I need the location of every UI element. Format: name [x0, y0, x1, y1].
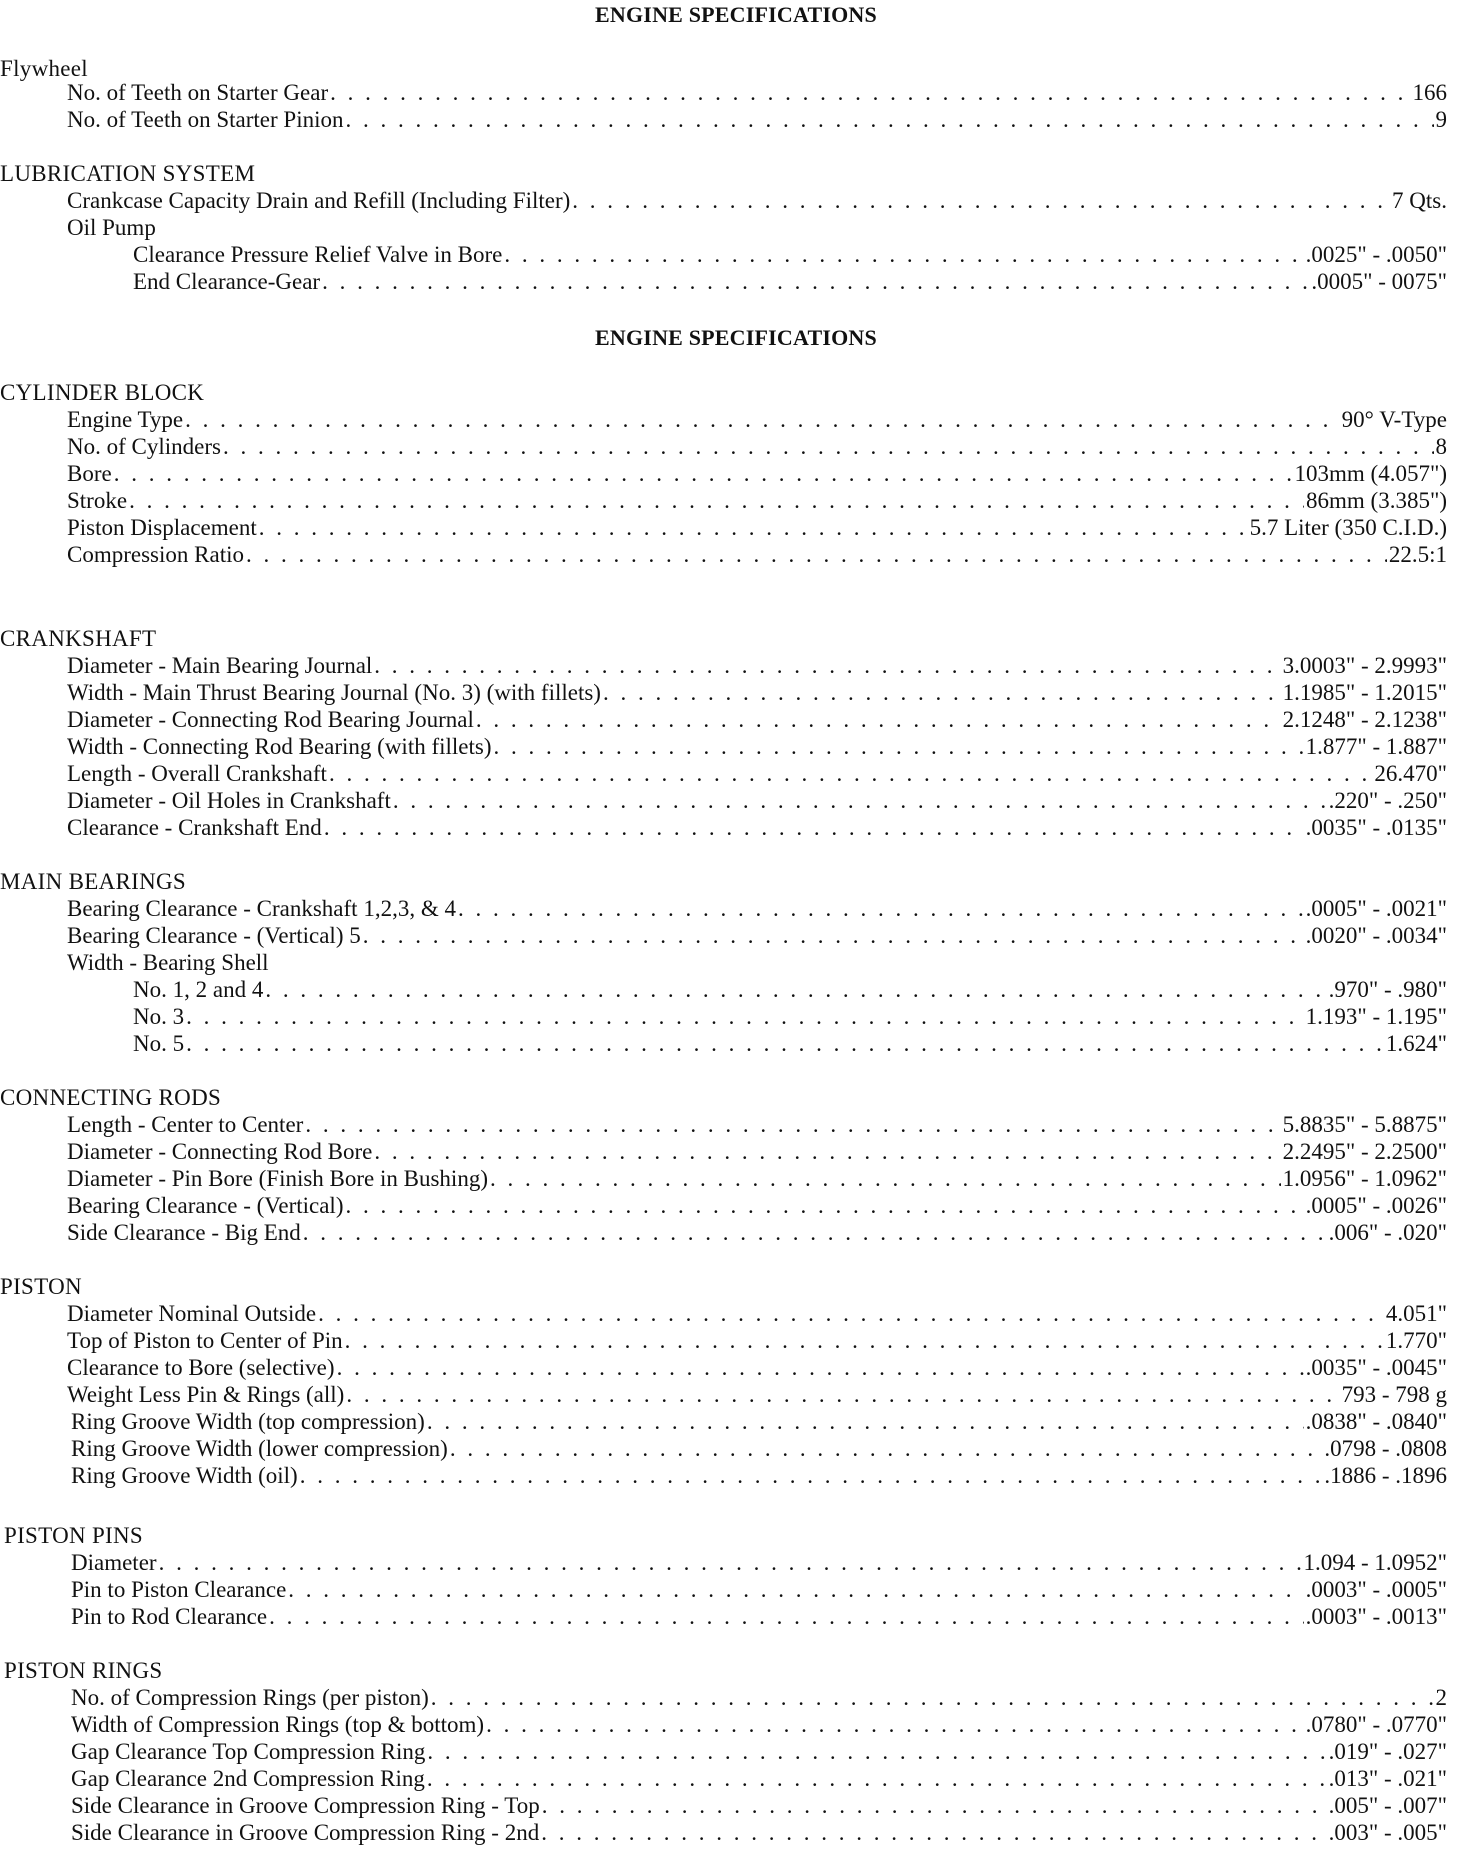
spec-row — [71, 1793, 1447, 1820]
spec-label: Bearing Clearance - (Vertical) 5 — [67, 923, 361, 948]
spec-row — [71, 1604, 1447, 1631]
page-title: ENGINE SPECIFICATIONS — [595, 2, 877, 27]
spec-label: Length - Overall Crankshaft — [67, 761, 327, 786]
spec-value: 1.094 - 1.0952" — [1303, 1550, 1447, 1575]
spec-value: .0005" - .0026" — [1305, 1193, 1447, 1218]
spec-label: Pin to Rod Clearance — [71, 1604, 268, 1629]
spec-row — [67, 434, 1447, 461]
spec-value: 1.877" - 1.887" — [1305, 734, 1447, 759]
dot-leader — [486, 1712, 1303, 1738]
dot-leader — [303, 1220, 1327, 1246]
spec-label: No. of Teeth on Starter Gear — [67, 80, 329, 105]
spec-value: 5.7 Liter (350 C.I.D.) — [1249, 515, 1447, 540]
dot-leader — [288, 1577, 1303, 1603]
spec-value: 3.0003" - 2.9993" — [1282, 653, 1447, 678]
spec-label: Engine Type — [67, 407, 184, 432]
spec-label: No. of Cylinders — [67, 434, 221, 459]
spec-label: Length - Center to Center — [67, 1112, 304, 1137]
spec-label: Ring Groove Width (oil) — [71, 1463, 298, 1488]
spec-row — [67, 1193, 1447, 1220]
section-heading-flywheel: Flywheel — [0, 56, 88, 81]
dot-leader — [490, 1166, 1281, 1192]
spec-row — [67, 107, 1447, 134]
spec-label: Bearing Clearance - Crankshaft 1,2,3, & 4 — [67, 896, 456, 921]
dot-leader — [374, 653, 1280, 679]
spec-row — [67, 80, 1447, 107]
spec-value: 1.770" — [1385, 1328, 1447, 1353]
spec-value: 2.1248" - 2.1238" — [1282, 707, 1447, 732]
dot-leader — [346, 1382, 1339, 1408]
dot-leader — [159, 1550, 1302, 1576]
spec-row — [133, 242, 1447, 269]
spec-row — [67, 707, 1447, 734]
spec-value: .0798 - .0808 — [1324, 1436, 1447, 1461]
spec-label: No. 1, 2 and 4 — [133, 977, 264, 1002]
dot-leader — [186, 1031, 1384, 1057]
dot-leader — [431, 1685, 1434, 1711]
spec-row — [133, 1031, 1447, 1058]
spec-row — [67, 1139, 1447, 1166]
spec-label: Diameter Nominal Outside — [67, 1301, 317, 1326]
spec-value: 1.193" - 1.195" — [1305, 1004, 1447, 1029]
dot-leader — [246, 542, 1387, 568]
dot-leader — [572, 188, 1390, 214]
dot-leader — [129, 488, 1304, 514]
spec-row — [67, 680, 1447, 707]
spec-row — [71, 1712, 1447, 1739]
spec-label: No. 5 — [133, 1031, 185, 1056]
spec-label: Piston Displacement — [67, 515, 257, 540]
dot-leader — [329, 761, 1372, 787]
spec-value: 103mm (4.057") — [1294, 461, 1447, 486]
dot-leader — [300, 1463, 1323, 1489]
spec-value: .220" - .250" — [1328, 788, 1447, 813]
section-heading-lubrication: LUBRICATION SYSTEM — [0, 161, 256, 186]
dot-leader — [345, 1328, 1384, 1354]
spec-value: .1886 - .1896 — [1324, 1463, 1447, 1488]
spec-label: Side Clearance - Big End — [67, 1220, 301, 1245]
spec-row — [67, 1301, 1447, 1328]
spec-row — [71, 1550, 1447, 1577]
spec-row — [71, 1577, 1447, 1604]
subheading-oil-pump: Oil Pump — [67, 215, 156, 240]
spec-label: Clearance - Crankshaft End — [67, 815, 322, 840]
section-heading-connecting-rods: CONNECTING RODS — [0, 1085, 222, 1110]
spec-value: .0035" - .0045" — [1305, 1355, 1447, 1380]
spec-label: Diameter — [71, 1550, 157, 1575]
spec-row — [133, 269, 1447, 296]
dot-leader — [427, 1409, 1304, 1435]
dot-leader — [223, 434, 1434, 460]
spec-value: .005" - .007" — [1328, 1793, 1447, 1818]
spec-row — [67, 923, 1447, 950]
section-heading-piston-rings: PISTON RINGS — [4, 1658, 163, 1683]
dot-leader — [185, 407, 1340, 433]
spec-label: Side Clearance in Groove Compression Ring - Top — [71, 1793, 540, 1818]
spec-row — [71, 1409, 1447, 1436]
spec-value: .006" - .020" — [1328, 1220, 1447, 1245]
spec-value: 1.1985" - 1.2015" — [1282, 680, 1447, 705]
spec-value: 5.8835" - 5.8875" — [1282, 1112, 1447, 1137]
spec-row — [67, 1112, 1447, 1139]
spec-value: .0838" - .0840" — [1305, 1409, 1447, 1434]
dot-leader — [322, 269, 1309, 295]
spec-row — [133, 977, 1447, 1004]
spec-label: Pin to Piston Clearance — [71, 1577, 287, 1602]
section-heading-piston-pins: PISTON PINS — [4, 1523, 143, 1548]
spec-row — [71, 1820, 1447, 1847]
spec-value: .0003" - .0013" — [1305, 1604, 1447, 1629]
dot-leader — [345, 107, 1433, 133]
spec-value: .970" - .980" — [1328, 977, 1447, 1002]
spec-value: 2 — [1435, 1685, 1447, 1710]
spec-row — [67, 788, 1447, 815]
spec-label: Bearing Clearance - (Vertical) — [67, 1193, 344, 1218]
dot-leader — [269, 1604, 1303, 1630]
spec-row — [71, 1766, 1447, 1793]
spec-value: .0035" - .0135" — [1305, 815, 1447, 840]
spec-row — [71, 1685, 1447, 1712]
spec-row — [67, 515, 1447, 542]
spec-label: Diameter - Main Bearing Journal — [67, 653, 373, 678]
spec-row — [67, 761, 1447, 788]
spec-label: Top of Piston to Center of Pin — [67, 1328, 343, 1353]
spec-row — [71, 1463, 1447, 1490]
spec-label: Width of Compression Rings (top & bottom) — [71, 1712, 485, 1737]
spec-value: 4.051" — [1385, 1301, 1447, 1326]
spec-label: Width - Connecting Rod Bearing (with fillets) — [67, 734, 492, 759]
spec-label: No. of Teeth on Starter Pinion — [67, 107, 344, 132]
section-heading-crankshaft: CRANKSHAFT — [0, 626, 157, 651]
spec-label: Clearance to Bore (selective) — [67, 1355, 335, 1380]
spec-label: Ring Groove Width (lower compression) — [71, 1436, 448, 1461]
dot-leader — [476, 707, 1281, 733]
spec-label: Crankcase Capacity Drain and Refill (Including Filter) — [67, 188, 571, 213]
spec-label: End Clearance-Gear — [133, 269, 321, 294]
spec-row — [67, 653, 1447, 680]
spec-row — [67, 188, 1447, 215]
spec-row — [67, 1328, 1447, 1355]
spec-value: 9 — [1435, 107, 1447, 132]
dot-leader — [494, 734, 1304, 760]
spec-row — [133, 1004, 1447, 1031]
spec-value: 793 - 798 g — [1341, 1382, 1447, 1407]
spec-value: 1.624" — [1385, 1031, 1447, 1056]
spec-value: .003" - .005" — [1328, 1820, 1447, 1845]
dot-leader — [114, 461, 1293, 487]
spec-row — [71, 1739, 1447, 1766]
spec-value: 8 — [1435, 434, 1447, 459]
dot-leader — [330, 80, 1410, 106]
dot-leader — [393, 788, 1327, 814]
spec-label: Weight Less Pin & Rings (all) — [67, 1382, 345, 1407]
spec-row — [67, 815, 1447, 842]
spec-label: Clearance Pressure Relief Valve in Bore — [133, 242, 503, 267]
spec-value: .0003" - .0005" — [1305, 1577, 1447, 1602]
spec-row — [67, 461, 1447, 488]
spec-label: Diameter - Connecting Rod Bearing Journal — [67, 707, 474, 732]
spec-label: Gap Clearance 2nd Compression Ring — [71, 1766, 425, 1791]
section-heading-main-bearings: MAIN BEARINGS — [0, 869, 186, 894]
spec-label: Ring Groove Width (top compression) — [71, 1409, 425, 1434]
dot-leader — [305, 1112, 1280, 1138]
spec-row — [71, 1436, 1447, 1463]
spec-value: 166 — [1412, 80, 1447, 105]
spec-value: .0005" - .0021" — [1305, 896, 1447, 921]
spec-value: .019" - .027" — [1328, 1739, 1447, 1764]
dot-leader — [337, 1355, 1304, 1381]
spec-value: 2.2495" - 2.2500" — [1282, 1139, 1447, 1164]
spec-value: 22.5:1 — [1388, 542, 1447, 567]
subheading-bearing-shell: Width - Bearing Shell — [67, 950, 269, 975]
dot-leader — [504, 242, 1303, 268]
spec-value: 90° V-Type — [1341, 407, 1447, 432]
section-heading-piston: PISTON — [0, 1274, 82, 1299]
spec-row — [67, 734, 1447, 761]
dot-leader — [541, 1820, 1326, 1846]
dot-leader — [324, 815, 1304, 841]
dot-leader — [374, 1139, 1280, 1165]
spec-label: No. 3 — [133, 1004, 185, 1029]
dot-leader — [186, 1004, 1303, 1030]
dot-leader — [363, 923, 1304, 949]
spec-label: Stroke — [67, 488, 128, 513]
dot-leader — [265, 977, 1326, 1003]
dot-leader — [542, 1793, 1327, 1819]
spec-value: .0780" - .0770" — [1305, 1712, 1447, 1737]
spec-label: Gap Clearance Top Compression Ring — [71, 1739, 426, 1764]
spec-row — [67, 407, 1447, 434]
spec-label: No. of Compression Rings (per piston) — [71, 1685, 429, 1710]
dot-leader — [427, 1739, 1326, 1765]
spec-row — [67, 1166, 1447, 1193]
spec-value: 1.0956" - 1.0962" — [1282, 1166, 1447, 1191]
spec-label: Diameter - Connecting Rod Bore — [67, 1139, 373, 1164]
spec-value: .0020" - .0034" — [1305, 923, 1447, 948]
dot-leader — [259, 515, 1248, 541]
spec-label: Side Clearance in Groove Compression Ring - 2nd — [71, 1820, 540, 1845]
dot-leader — [318, 1301, 1384, 1327]
spec-label: Diameter - Pin Bore (Finish Bore in Bushing) — [67, 1166, 488, 1191]
spec-row — [67, 1220, 1447, 1247]
spec-row — [67, 1355, 1447, 1382]
dot-leader — [427, 1766, 1327, 1792]
spec-value: .0025" - .0050" — [1305, 242, 1447, 267]
spec-value: .0005" - 0075" — [1311, 269, 1447, 294]
spec-label: Width - Main Thrust Bearing Journal (No. 3) (with fillets) — [67, 680, 601, 705]
dot-leader — [345, 1193, 1303, 1219]
spec-label: Compression Ratio — [67, 542, 244, 567]
spec-row — [67, 488, 1447, 515]
spec-row — [67, 1382, 1447, 1409]
dot-leader — [458, 896, 1304, 922]
page-title-secondary: ENGINE SPECIFICATIONS — [595, 325, 877, 350]
spec-row — [67, 542, 1447, 569]
dot-leader — [450, 1436, 1323, 1462]
spec-label: Bore — [67, 461, 112, 486]
dot-leader — [603, 680, 1281, 706]
spec-label: Diameter - Oil Holes in Crankshaft — [67, 788, 391, 813]
spec-value: 7 Qts. — [1392, 188, 1447, 213]
spec-value: 86mm (3.385") — [1306, 488, 1447, 513]
spec-row — [67, 896, 1447, 923]
section-heading-cylinder-block: CYLINDER BLOCK — [0, 380, 205, 405]
spec-value: .013" - .021" — [1328, 1766, 1447, 1791]
spec-value: 26.470" — [1374, 761, 1447, 786]
